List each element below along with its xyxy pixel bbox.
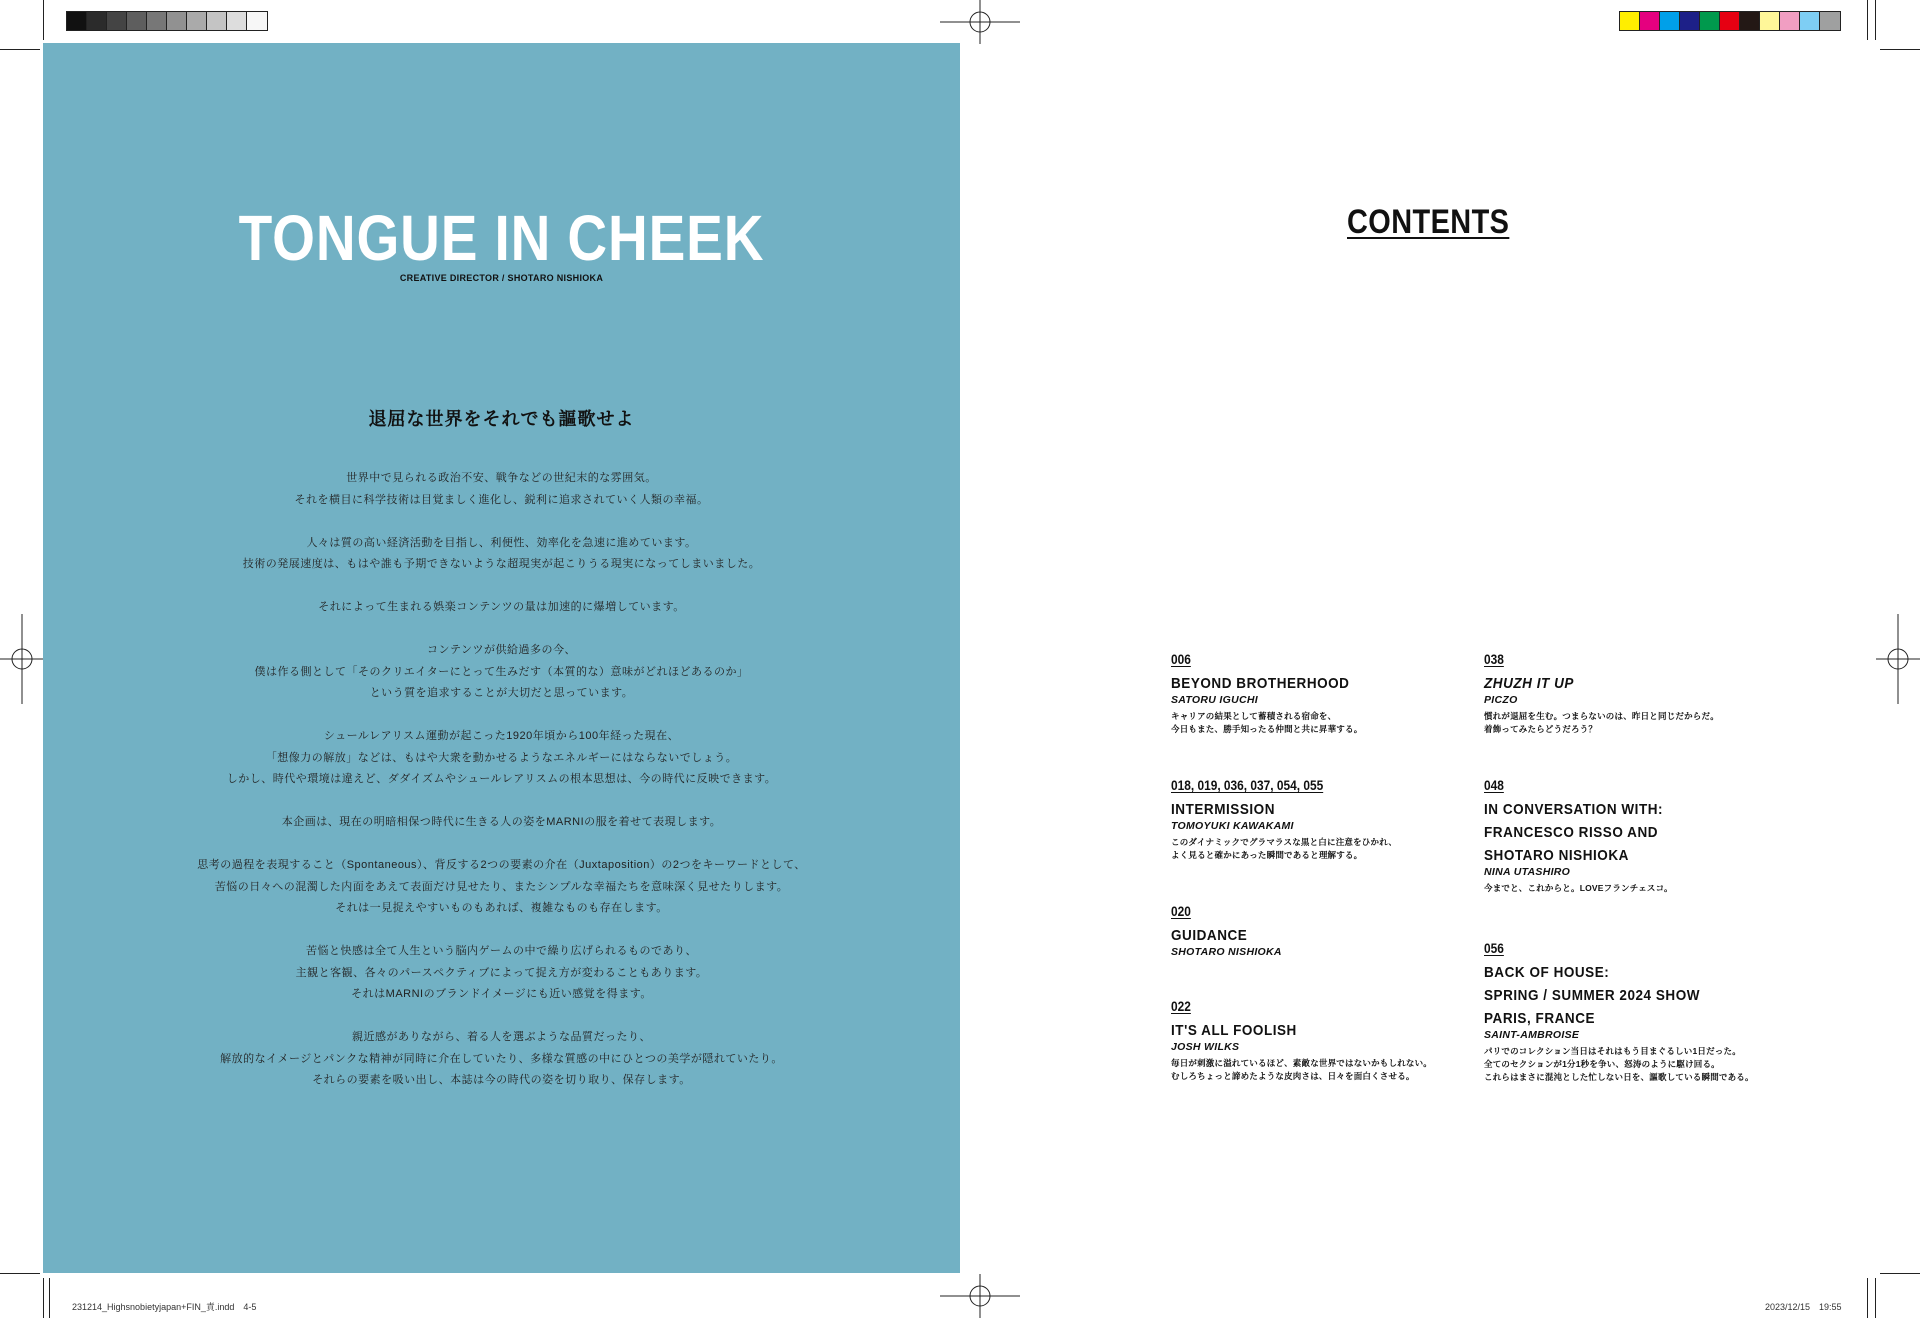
- entry-page-numbers: 020: [1171, 903, 1191, 919]
- entry-title: [1171, 924, 1441, 947]
- entry-description-line: むしろちょっと諦めたような皮肉さは、日々を面白くさせる。: [1171, 1071, 1415, 1081]
- entry-title-line: FRANCESCO RISSO AND: [1484, 824, 1659, 841]
- entry-description: [1171, 1057, 1471, 1083]
- body-line: シュールレアリスム運動が起こった1920年頃から100年経った現在、: [323, 730, 680, 742]
- body-line: それによって生まれる娯楽コンテンツの量は加速的に爆増しています。: [318, 601, 685, 613]
- registration-mark-bottom: [940, 1274, 1020, 1318]
- body-line: それはMARNIのブランドイメージにも近い感覚を得ます。: [351, 988, 652, 1000]
- contents-entry: [1171, 777, 1471, 862]
- contents-entry: [1171, 651, 1471, 736]
- body-paragraph: [43, 533, 960, 576]
- entry-page-numbers: 018, 019, 036, 037, 054, 055: [1171, 777, 1324, 793]
- entry-description-line: 着飾ってみたらどうだろう？: [1484, 724, 1598, 734]
- body-line: それらの要素を吸い出し、本誌は今の時代の姿を切り取り、保存します。: [312, 1074, 691, 1086]
- entry-author: NINA UTASHIRO: [1484, 866, 1571, 878]
- color-swatch: [1820, 12, 1840, 30]
- entry-description: [1484, 882, 1784, 895]
- body-paragraph: [43, 812, 960, 834]
- body-paragraph: [43, 468, 960, 511]
- process-color-bar: [1619, 11, 1841, 31]
- body-line: 解放的なイメージとパンクな精神が同時に介在していたり、多様な質感の中にひとつの美学が隠れていたり。: [220, 1052, 783, 1065]
- entry-title-line: GUIDANCE: [1171, 927, 1248, 944]
- creative-director-credit: CREATIVE DIRECTOR / SHOTARO NISHIOKA: [399, 273, 604, 283]
- body-paragraph: [43, 597, 960, 619]
- body-line: しかし、時代や環境は違えど、ダダイズムやシュールレアリスムの根本思想は、今の時代に反映できます。: [226, 773, 777, 785]
- body-paragraph: [43, 1027, 960, 1092]
- body-line: 技術の発展速度は、もはや誰も予期できないような超現実が起こりうる現実になってしまいました。: [242, 558, 761, 570]
- color-swatch: [227, 12, 247, 30]
- feature-body: [43, 468, 960, 1113]
- body-line: 親近感がありながら、着る人を選ぶような品質だったり、: [352, 1031, 651, 1043]
- body-line: それは一見捉えやすいものもあれば、複雑なものも存在します。: [335, 902, 668, 914]
- contents-entry: [1171, 903, 1471, 958]
- color-swatch: [207, 12, 227, 30]
- color-swatch: [1720, 12, 1740, 30]
- footer-file-slug: 231214_Highsnobietyjapan+FIN_責.indd 4-5: [72, 1302, 257, 1312]
- color-swatch: [1780, 12, 1800, 30]
- entry-description-line: 慣れが退屈を生む。つまらないのは、昨日と同じだからだ。: [1484, 711, 1719, 721]
- entry-author: TOMOYUKI KAWAKAMI: [1171, 820, 1294, 832]
- entry-page-numbers: 022: [1171, 998, 1191, 1014]
- color-swatch: [87, 12, 107, 30]
- entry-author: SATORU IGUCHI: [1171, 694, 1258, 706]
- color-swatch: [1660, 12, 1680, 30]
- color-swatch: [187, 12, 207, 30]
- body-line: 世界中で見られる政治不安、戦争などの世紀末的な雰囲気。: [346, 472, 657, 484]
- entry-description-line: パリでのコレクション当日はそれはもう目まぐるしい1日だった。: [1484, 1046, 1741, 1056]
- color-swatch: [1760, 12, 1780, 30]
- entry-description: [1171, 836, 1471, 862]
- color-swatch: [147, 12, 167, 30]
- entry-title-line: INTERMISSION: [1171, 801, 1275, 818]
- contents-entry: [1171, 998, 1471, 1083]
- body-paragraph: [43, 726, 960, 791]
- entry-title: [1171, 798, 1441, 821]
- entry-title-line: IN CONVERSATION WITH:: [1484, 801, 1664, 818]
- body-line: という質を追求することが大切だと思っています。: [369, 687, 634, 699]
- color-swatch: [1640, 12, 1660, 30]
- entry-description-line: これらはまさに混沌とした忙しない日を、謳歌している瞬間である。: [1484, 1072, 1754, 1082]
- color-swatch: [1800, 12, 1820, 30]
- entry-author: SAINT-AMBROISE: [1484, 1029, 1580, 1041]
- entry-title: [1171, 1019, 1441, 1042]
- contents-entry: [1484, 777, 1784, 895]
- feature-title: TONGUE IN CHEEK: [238, 202, 765, 274]
- entry-title: [1484, 672, 1754, 695]
- body-line: 「想像力の解放」などは、もはや大衆を動かせるようなエネルギーにはならないでしょう。: [265, 751, 738, 764]
- color-swatch: [107, 12, 127, 30]
- entry-description-line: 全てのセクションが1分1秒を争い、怒涛のように駆け回る。: [1484, 1059, 1720, 1069]
- entry-page-numbers: 006: [1171, 651, 1191, 667]
- gray-color-bar: [66, 11, 268, 31]
- entry-page-numbers: 056: [1484, 940, 1504, 956]
- body-paragraph: [43, 640, 960, 705]
- entry-author: SHOTARO NISHIOKA: [1171, 946, 1282, 958]
- contents-entry: [1484, 651, 1784, 736]
- entry-author: JOSH WILKS: [1171, 1041, 1240, 1053]
- entry-description: [1171, 710, 1471, 736]
- entry-title-line: BACK OF HOUSE:: [1484, 964, 1610, 981]
- body-line: それを横目に科学技術は目覚ましく進化し、鋭利に追求されていく人類の幸福。: [294, 493, 709, 506]
- registration-mark-right: [1876, 614, 1920, 704]
- color-swatch: [127, 12, 147, 30]
- entry-title-line: BEYOND BROTHERHOOD: [1171, 675, 1350, 692]
- body-line: 僕は作る側として「そのクリエイターにとって生みだす（本質的な）意味がどれほどあるのか」: [254, 665, 749, 678]
- entry-title-line: PARIS, FRANCE: [1484, 1010, 1596, 1027]
- entry-description-line: 今日もまた、勝手知ったる仲間と共に昇華する。: [1171, 724, 1363, 734]
- entry-title: [1484, 961, 1754, 1030]
- body-line: 主観と客観、各々のパースペクティブによって捉え方が変わることもあります。: [295, 966, 708, 979]
- entry-description: [1484, 710, 1784, 736]
- body-line: 人々は質の高い経済活動を目指し、利便性、効率化を急速に進めています。: [306, 536, 697, 549]
- entry-description-line: 今までと、これからと。LOVEフランチェスコ。: [1484, 883, 1673, 893]
- color-swatch: [1700, 12, 1720, 30]
- color-swatch: [247, 12, 267, 30]
- entry-page-numbers: 048: [1484, 777, 1504, 793]
- entry-description-line: よく見ると確かにあった瞬間であると理解する。: [1171, 850, 1363, 860]
- registration-mark-top: [940, 0, 1020, 44]
- body-line: コンテンツが供給過多の今、: [427, 644, 576, 656]
- color-swatch: [167, 12, 187, 30]
- entry-description-line: 毎日が刺激に溢れているほど、素敵な世界ではないかもしれない。: [1171, 1058, 1433, 1068]
- feature-heading: 退屈な世界をそれでも謳歌せよ: [368, 409, 635, 429]
- entry-title-line: IT'S ALL FOOLISH: [1171, 1022, 1297, 1039]
- color-swatch: [67, 12, 87, 30]
- body-paragraph: [43, 941, 960, 1006]
- entry-author: PICZO: [1484, 694, 1518, 706]
- body-line: 苦悩と快感は全て人生という脳内ゲームの中で繰り広げられるものであり、: [306, 945, 697, 957]
- entry-description-line: このダイナミックでグラマラスな黒と白に注意をひかれ、: [1171, 837, 1398, 847]
- registration-mark-left: [0, 614, 44, 704]
- body-line: 苦悩の日々への混濁した内面をあえて表面だけ見せたり、またシンプルな幸福たちを意味深く見せたりします。: [214, 880, 789, 893]
- contents-title: CONTENTS: [1347, 203, 1510, 241]
- entry-description: [1484, 1045, 1784, 1084]
- body-line: 本企画は、現在の明暗相保つ時代に生きる人の姿をMARNIの服を着せて表現します。: [281, 816, 722, 828]
- entry-title-line: SHOTARO NISHIOKA: [1484, 847, 1629, 864]
- body-paragraph: [43, 855, 960, 920]
- footer-timestamp: 2023/12/15 19:55: [1765, 1302, 1842, 1312]
- entry-title: [1484, 798, 1754, 867]
- entry-title-line: SPRING / SUMMER 2024 SHOW: [1484, 987, 1701, 1004]
- entry-title-line: ZHUZH IT UP: [1484, 675, 1574, 692]
- body-line: 思考の過程を表現すること（Spontaneous）、背反する2つの要素の介在（Juxtaposition）の2つをキーワードとして、: [197, 859, 806, 871]
- color-swatch: [1680, 12, 1700, 30]
- entry-page-numbers: 038: [1484, 651, 1504, 667]
- entry-title: [1171, 672, 1441, 695]
- contents-entry: [1484, 940, 1784, 1084]
- color-swatch: [1740, 12, 1760, 30]
- entry-description-line: キャリアの結果として蓄積される宿命を、: [1171, 711, 1337, 721]
- left-page: [43, 43, 960, 1273]
- color-swatch: [1620, 12, 1640, 30]
